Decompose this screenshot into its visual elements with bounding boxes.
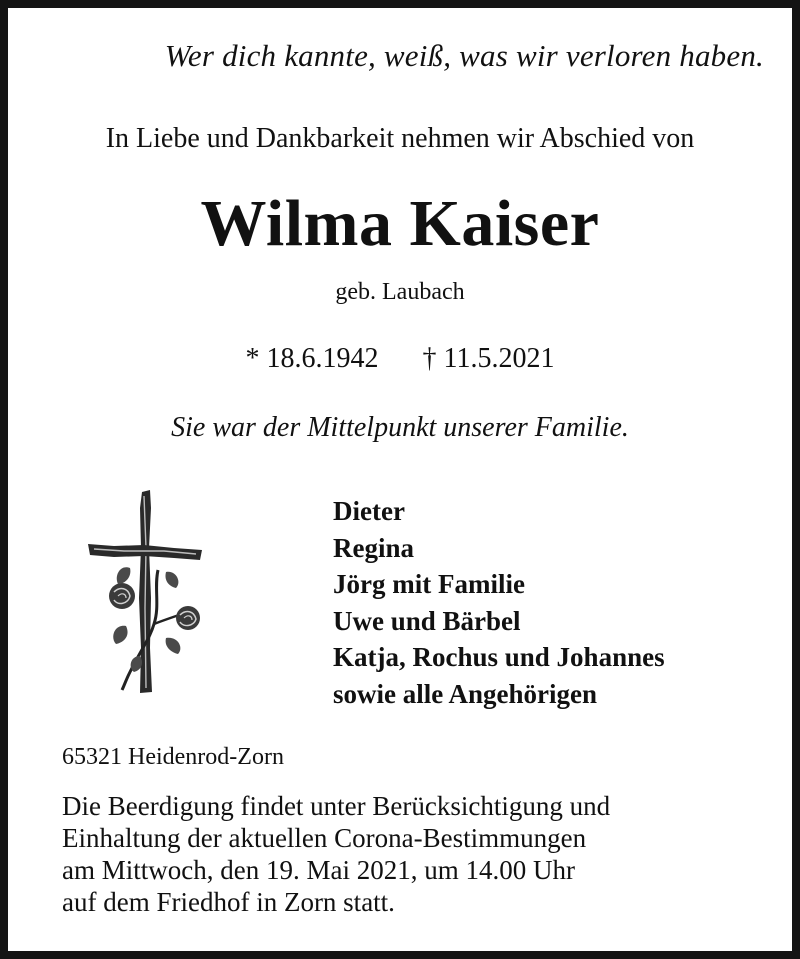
funeral-line: auf dem Friedhof in Zorn statt.	[62, 887, 395, 917]
mourner-name: Jörg mit Familie	[333, 569, 525, 599]
cross-with-roses-icon	[84, 488, 208, 694]
mourner-name: Regina	[333, 532, 414, 563]
mourner-name: Uwe und Bärbel	[333, 605, 521, 636]
death-date: † 11.5.2021	[422, 343, 555, 374]
mourners-list	[333, 493, 665, 712]
deceased-name: Wilma Kaiser	[200, 187, 600, 260]
funeral-info	[62, 790, 762, 918]
birth-date: * 18.6.1942	[245, 343, 379, 374]
funeral-line: Die Beerdigung findet unter Berücksichtigung und	[62, 791, 611, 821]
motto: Wer dich kannte, weiß, was wir verloren haben.	[164, 38, 764, 73]
life-dates	[0, 343, 800, 375]
mourner-name: Dieter	[333, 496, 405, 526]
place: 65321 Heidenrod-Zorn	[62, 744, 284, 770]
intro-line: In Liebe und Dankbarkeit nehmen wir Abschied von	[105, 123, 695, 154]
funeral-line: am Mittwoch, den 19. Mai 2021, um 14.00 Uhr	[62, 855, 575, 885]
mourner-name: sowie alle Angehörigen	[333, 678, 597, 709]
tagline: Sie war der Mittelpunkt unserer Familie.	[171, 412, 629, 443]
funeral-line: Einhaltung der aktuellen Corona-Bestimmungen	[62, 823, 587, 853]
mourner-name: Katja, Rochus und Johannes	[333, 642, 665, 672]
maiden-name: geb. Laubach	[335, 279, 465, 305]
